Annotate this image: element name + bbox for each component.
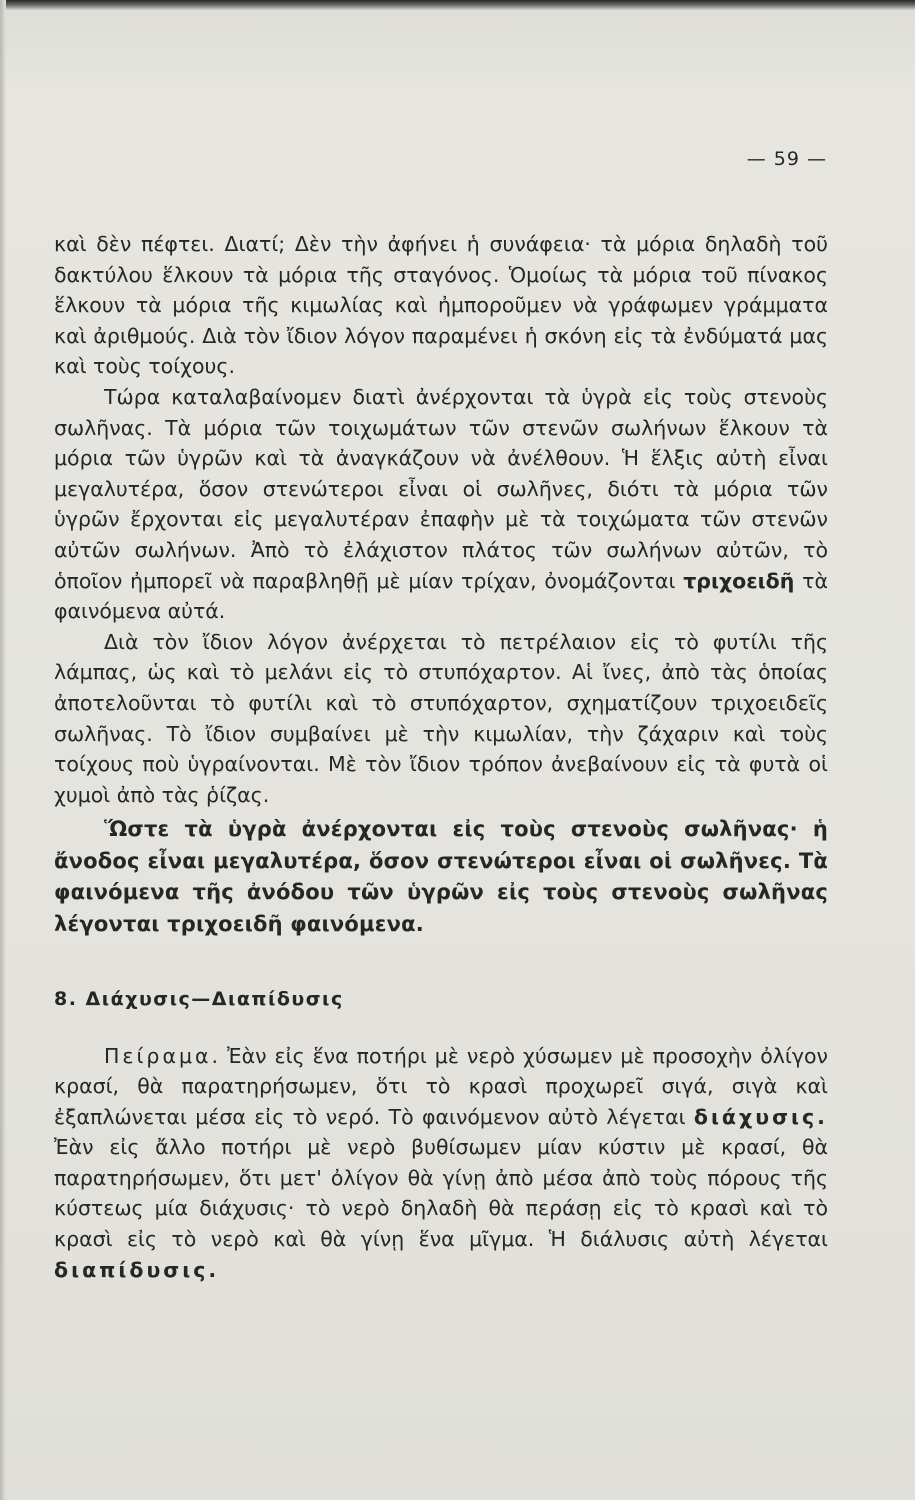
paragraph-experiment [54, 1041, 828, 1286]
paragraph-cohesion: καὶ δὲν πέφτει. Διατί; Δὲν τὴν ἀφήνει ἡ συνάφεια· τὰ μόρια δηλαδὴ τοῦ δακτύλου ἕλκουν τὰ μόρια τῆς σταγόνος. Ὁμοίως τὰ μόρια τοῦ πίνακος ἕλκουν τὰ μόρια τῆς κιμωλίας καὶ ἠμποροῦμεν νὰ γράφωμεν γράμματα καὶ ἀριθμούς. Διὰ τὸν ἴδιον λόγον παραμένει ἡ σκόνη εἰς τὰ ἐνδύματά μας καὶ τοὺς τοίχους. [54, 232, 828, 379]
page-body [54, 229, 828, 1285]
paragraph-text: τὰ φαινόμενα αὐτά. [54, 568, 828, 624]
paragraph-examples: Διὰ τὸν ἴδιον λόγον ἀνέρχεται τὸ πετρέλαιον εἰς τὸ φυτίλι τῆς λάμπας, ὡς καὶ τὸ μελάνι εἰς τὸ στυπόχαρτον. Αἱ ἴνες, ἀπὸ τὰς ὁποίας ἀποτελοῦνται τὸ φυτίλι καὶ τὸ στυπόχαρτον, σχηματίζουν τριχοειδεῖς σωλῆνας. Τὸ ἴδιον συμβαίνει μὲ τὴν κιμωλίαν, τὴν ζάχαριν καὶ τοὺς τοίχους ποὺ ὑγραίνονται. Μὲ τὸν ἴδιον τρόπον ἀνεβαίνουν εἰς τὰ φυτὰ οἱ χυμοὶ ἀπὸ τὰς ῥίζας. [54, 629, 828, 807]
paragraph-text: Ἐὰν εἰς ἄλλο ποτήρι μὲ νερὸ βυθίσωμεν μίαν κύστιν μὲ κρασί, θὰ παρατηρήσωμεν, ὅτι μετ' ὀλίγον θὰ γίνῃ ἀπὸ μέσα ἀπὸ τοὺς πόρους τῆς κύστεως μία διάχυσις· τὸ νερὸ δηλαδὴ θὰ περάσῃ εἰς τὸ κρασὶ καὶ τὸ κρασὶ εἰς τὸ νερὸ καὶ θὰ γίνῃ ἕνα μῖγμα. Ἡ διάλυσις αὐτὴ λέγεται [54, 1135, 828, 1252]
section-heading: 8. Διάχυσις—Διαπίδυσις [54, 987, 344, 1010]
paragraph-capillarity [54, 382, 828, 627]
paragraph-text: Τώρα καταλαβαίνομεν διατὶ ἀνέρχονται τὰ ὑγρὰ εἰς τοὺς στενοὺς σωλῆνας. Τὰ μόρια τῶν τοιχωμάτων τῶν στενῶν σωλήνων ἕλκουν τὰ μόρια τῶν ὑγρῶν καὶ τὰ ἀναγκάζουν νὰ ἀνέλθουν. Ἡ ἕλξις αὐτὴ εἶναι μεγαλυτέρα, ὅσον στενώτεροι εἶναι οἱ σωλῆνες, διότι τὰ μόρια τῶν ὑγρῶν ἔρχονται εἰς μεγαλυτέραν ἐπαφὴν μὲ τὰ τοιχώματα τῶν στενῶν αὐτῶν σωλήνων. Ἀπὸ τὸ ἐλάχιστον πλάτος τῶν σωλήνων αὐτῶν, τὸ ὁποῖον ἠμπορεῖ νὰ παραβληθῇ μὲ μίαν τρίχαν, ὀνομάζονται [54, 384, 828, 593]
term-diffusion: διάχυσις. [693, 1104, 828, 1129]
paragraph-text: Ἐὰν εἰς ἕνα ποτήρι μὲ νερὸ χύσωμεν μὲ προσοχὴν ὀλίγον κρασί, θὰ παρατηρήσωμεν, ὅτι τὸ κρασὶ προχωρεῖ σιγά, σιγὰ καὶ ἐξαπλώνεται μέσα εἰς τὸ νερό. Τὸ φαινόμενον αὐτὸ λέγεται [54, 1043, 828, 1129]
paragraph-summary: Ὥστε τὰ ὑγρὰ ἀνέρχονται εἰς τοὺς στενοὺς σωλῆνας· ἡ ἄνοδος εἶναι μεγαλυτέρα, ὅσον στενώτεροι εἶναι οἱ σωλῆνες. Τὰ φαινόμενα τῆς ἀνόδου τῶν ὑγρῶν εἰς τοὺς στενοὺς σωλῆνας λέγονται τριχοειδῆ φαινόμενα. [54, 817, 828, 936]
page-top-edge [0, 0, 915, 10]
term-capillary: τριχοειδῆ [683, 568, 795, 593]
term-osmosis: διαπίδυσις. [54, 1257, 220, 1282]
page-left-edge [0, 0, 6, 1500]
experiment-label: Πείραμα. [104, 1043, 222, 1068]
page-number: — 59 — [746, 148, 827, 170]
